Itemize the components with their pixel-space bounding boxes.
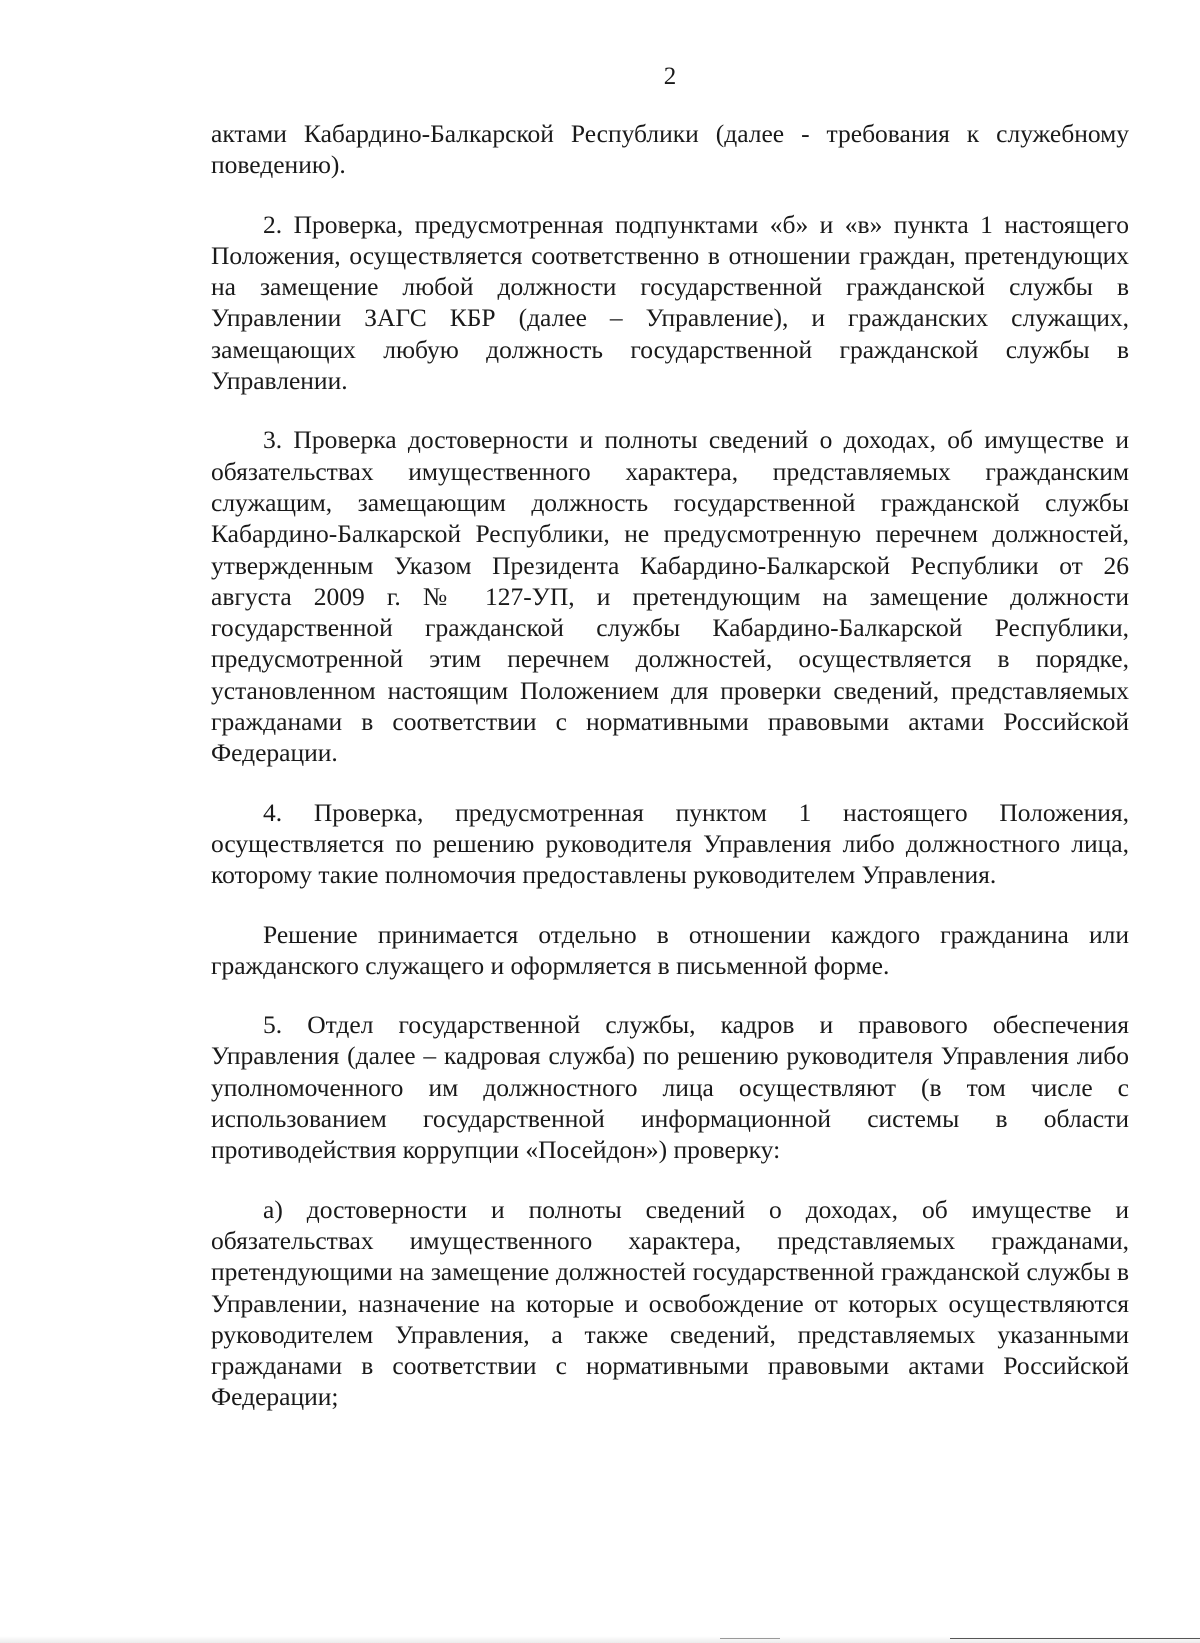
paragraph-item-2: 2. Проверка, предусмотренная подпунктами «б» и «в» пункта 1 настоящего Положения, осуществляется соответственно в отношении граждан, претендующих на замещение любой должности государственной гражданской службы в Управлении ЗАГС КБР (далее – Управление), и гражданских служащих, замещающих любую должность государственной гражданской службы в Управлении.	[211, 209, 1129, 396]
scan-artifact-line	[720, 1638, 780, 1639]
paragraph-item-5a: а) достоверности и полноты сведений о доходах, об имуществе и обязательствах имущественного характера, представляемых гражданами, претендующими на замещение должностей государственной гражданской службы в Управлении, назначение на которые и освобождение от которых осуществляются руководителем Управления, а также сведений, представляемых указанными гражданами в соответствии с нормативными правовыми актами Российской Федерации;	[211, 1194, 1129, 1412]
paragraph-item-4: 4. Проверка, предусмотренная пунктом 1 настоящего Положения, осуществляется по решению руководителя Управления либо должностного лица, которому такие полномочия предоставлены руководителем Управления.	[211, 797, 1129, 890]
paragraph-item-5: 5. Отдел государственной службы, кадров и правового обеспечения Управления (далее – кадровая служба) по решению руководителя Управления либо уполномоченного им должностного лица осуществляют (в том числе с использованием государственной информационной системы в области противодействия коррупции «Посейдон») проверку:	[211, 1010, 1129, 1165]
paragraph-gap	[211, 891, 1129, 919]
paragraph-decision: Решение принимается отдельно в отношении каждого гражданина или гражданского служащего и оформляется в письменной форме.	[211, 919, 1129, 980]
paragraph-gap	[211, 1166, 1129, 1194]
paragraph-gap	[211, 981, 1129, 1009]
paragraph-gap	[211, 396, 1129, 424]
scan-artifact-line	[950, 1638, 1200, 1639]
page-number: 2	[663, 63, 677, 90]
paragraph-gap	[211, 181, 1129, 209]
document-body	[211, 118, 1129, 1413]
paragraph-gap	[211, 769, 1129, 797]
paragraph-item-3: 3. Проверка достоверности и полноты сведений о доходах, об имуществе и обязательствах имущественного характера, представляемых гражданским служащим, замещающим должность государственной гражданской службы Кабардино-Балкарской Республики, не предусмотренную перечнем должностей, утвержденным Указом Президента Кабардино-Балкарской Республики от 26 августа 2009 г. № 127-УП, и претендующим на замещение должности государственной гражданской службы Кабардино-Балкарской Республики, предусмотренной этим перечнем должностей, осуществляется в порядке, установленном настоящим Положением для проверки сведений, представляемых гражданами в соответствии с нормативными правовыми актами Российской Федерации.	[211, 425, 1129, 768]
paragraph-continuation: актами Кабардино-Балкарской Республики (далее - требования к служебному поведению).	[211, 119, 1129, 180]
